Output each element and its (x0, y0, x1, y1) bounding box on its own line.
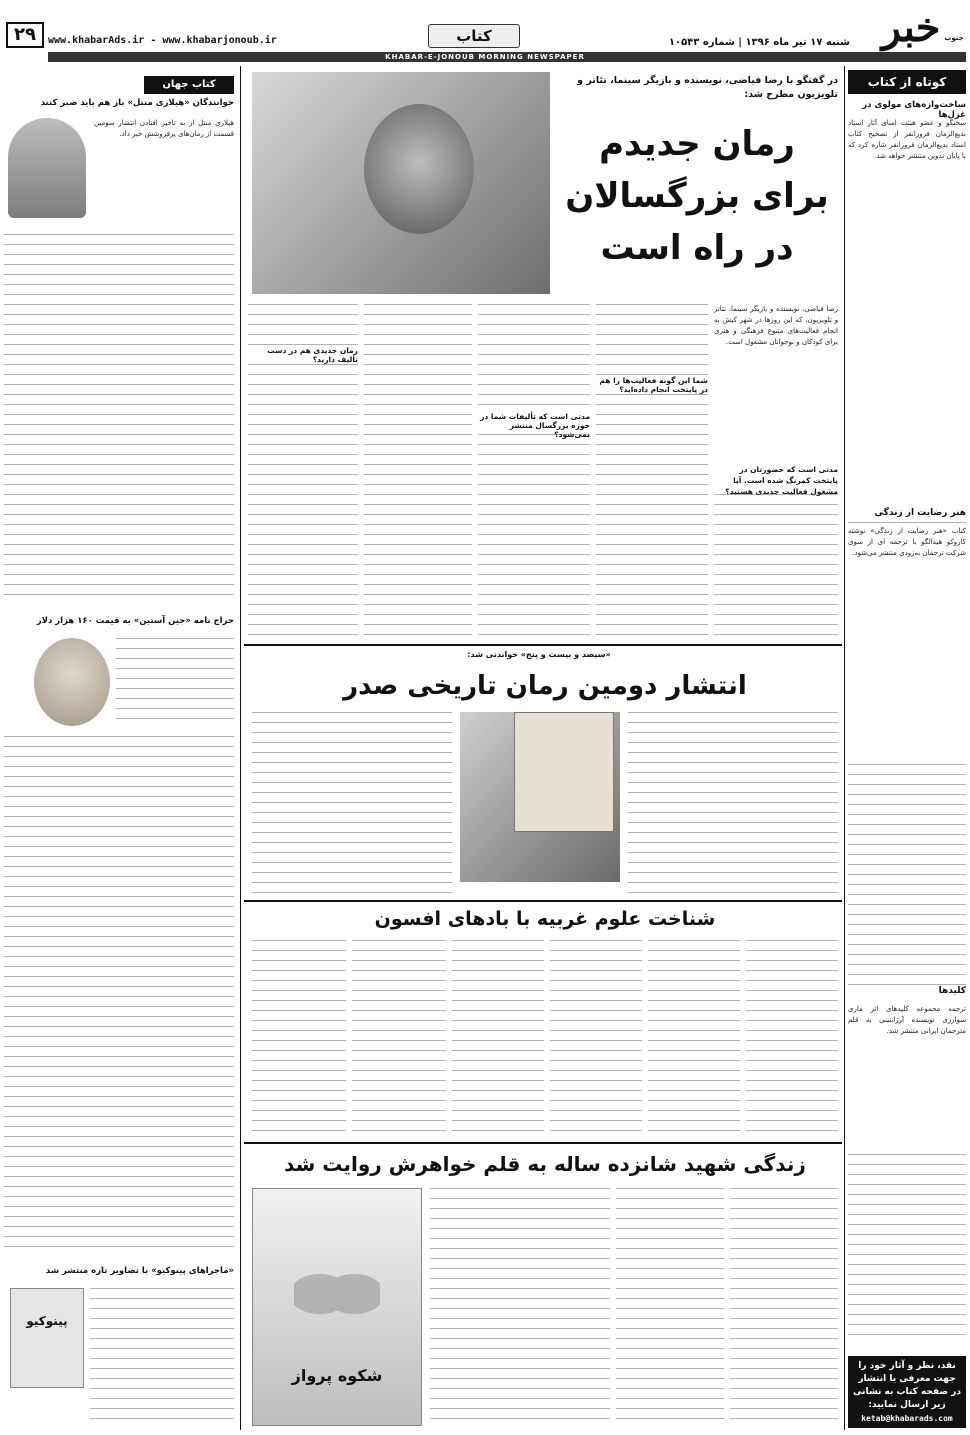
sadr-headline: انتشار دومین رمان تاریخی صدر (343, 671, 747, 701)
main-col-1 (714, 494, 838, 640)
afsoon-col-5 (352, 940, 446, 1136)
submit-box-text: نقد، نظر و آثار خود را جهت معرفی یا انتشار در صفحه کتاب به نشانی زیر ارسال نمایید: (852, 1361, 962, 1410)
section-label: کتاب (456, 27, 492, 45)
right-column (848, 64, 968, 1430)
left-column-divider (240, 66, 241, 1430)
masthead-english: KHABAR-E-JONOUB MORNING NEWSPAPER (385, 53, 585, 61)
main-lead: رضا فیاضی، نویسنده و بازیگر سینما، تئاتر و تلویزیون، که این روزها در شهر کیش به انجام فعالیت‌های متنوع فرهنگی و هنری برای کودکان و نوجوانان مشغول است. (714, 305, 838, 346)
afsoon-headline: شناخت علوم غربیه با بادهای افسون (374, 908, 716, 930)
main-subhead-1: مدتی است که حضورتان در پایتخت کمرنگ شده است. آیا مشغول فعالیت جدیدی هستید؟ (725, 465, 838, 496)
main-photo-face (364, 104, 474, 234)
main-col-4 (364, 304, 472, 640)
logo-sub: جنوب (944, 34, 964, 42)
sadr-col-2 (252, 712, 452, 896)
left-item1-title: خوانندگان «هیلاری منتل» باز هم باید صبر کنند (40, 98, 234, 108)
afsoon-col-1 (746, 940, 838, 1136)
left-item2-body-cont (4, 736, 234, 1256)
main-headline: رمان جدیدم برای بزرگسالان در راه است (565, 124, 829, 268)
afsoon-col-2 (648, 940, 740, 1136)
book-cover-pinocchio (10, 1288, 84, 1388)
right-column-header: کوتاه از کتاب (848, 70, 966, 94)
article-sadr (244, 648, 842, 900)
afsoon-col-3 (550, 940, 642, 1136)
main-subhead-4: رمان جدیدی هم در دست تألیف دارید؟ (248, 346, 358, 360)
item1-body: سخنگو و عضو هیئت امنای آثار استاد بدیع‌الزمان فروزانفر از تصحیح کتاب استاد بدیع‌الزمان فروزانفر شاره کرد که با پایان تدوین منتشر خواهد شد. (848, 119, 966, 160)
left-item3-body (90, 1288, 234, 1428)
martyr-col-2 (616, 1188, 724, 1426)
sadr-kicker: «سیصد و بیست و پنج» خواندنی شد: (467, 650, 611, 659)
sadr-col-1 (628, 712, 838, 896)
right-column-divider (844, 66, 845, 1430)
cover-title-shokooh: شکوه پرواز (291, 1366, 383, 1385)
left-item1-body-cont (4, 234, 234, 604)
left-item2-body (116, 638, 234, 728)
afsoon-col-6 (252, 940, 346, 1136)
item2-body-cont (848, 764, 966, 1014)
main-subhead-2: شما این گونه فعالیت‌ها را هم در پایتخت انجام داده‌اید؟ (596, 376, 708, 390)
logo-khabar: خبر (881, 4, 941, 51)
martyr-col-1 (730, 1188, 838, 1426)
pinocchio-cover-title: پینوکیو (26, 1314, 68, 1328)
main-subhead-3: مدتی است که تألیفات شما در حوزه بزرگسال منتشر نمی‌شود؟ (478, 412, 590, 426)
issue-date: شنبه ۱۷ تیر ماه ۱۳۹۶ | شماره ۱۰۵۴۳ (668, 37, 850, 48)
afsoon-col-4 (452, 940, 544, 1136)
item2-title: هنر رضایت از زندگی (848, 508, 966, 522)
website-urls: www.khabarAds.ir - www.khabarjonoub.ir (48, 35, 277, 46)
author-photo-1 (8, 118, 86, 218)
main-article (244, 64, 842, 644)
main-col-2 (596, 304, 708, 640)
item3-body: ترجمه مجموعه کلیدهای اثر ماری سوارزی نویسنده آرژانتینی به قلم مترجمان ایرانی منتشر شد. (848, 1004, 966, 1154)
item1-title: ساخت‌وازه‌های مولوی در غزل‌ها (862, 100, 966, 120)
page-number: ۲۹ (14, 24, 36, 45)
masthead (0, 0, 970, 62)
butterfly-illustration (294, 1254, 380, 1334)
left-item3-title: «ماجراهای پینوکیو» با تصاویر تازه منتشر شد (4, 1266, 234, 1280)
article-martyr (244, 1144, 842, 1430)
divider-1 (244, 644, 842, 646)
left-column (4, 64, 236, 1430)
item2-body: کتاب «هنر رضایت از زندگی» نوشته کاروکو هیدالگو با ترجمه ای از سوی شرکت ترجمان به‌زودی منتشر می‌شود. (848, 526, 966, 826)
left-column-header: کتاب جهان (144, 76, 234, 94)
main-kicker: در گفتگو با رضا فیاضی، نویسنده و بازیگر سینما، تئاتر و تلویزیون مطرح شد: (577, 75, 838, 100)
martyr-headline: زندگی شهید شانزده ساله به قلم خواهرش روایت شد (284, 1152, 806, 1176)
left-item2-title: حراج نامه «جین آستین» به قیمت ۱۶۰ هزار دلار (4, 616, 234, 630)
item3-body-cont (848, 1154, 966, 1344)
left-item1-body: هیلاری منتل از به تاخیر افتادن انتشار سومین قسمت از رمان‌های پرفروشش خبر داد. (94, 119, 234, 138)
martyr-col-3 (430, 1188, 610, 1426)
submit-email[interactable]: ketab@khabarads.com (861, 1414, 953, 1423)
item3-title: کلیدها (848, 986, 966, 1000)
main-col-3 (478, 304, 590, 640)
author-photo-2 (34, 638, 110, 726)
article-afsoon (244, 902, 842, 1142)
sadr-book-cover (514, 712, 614, 832)
